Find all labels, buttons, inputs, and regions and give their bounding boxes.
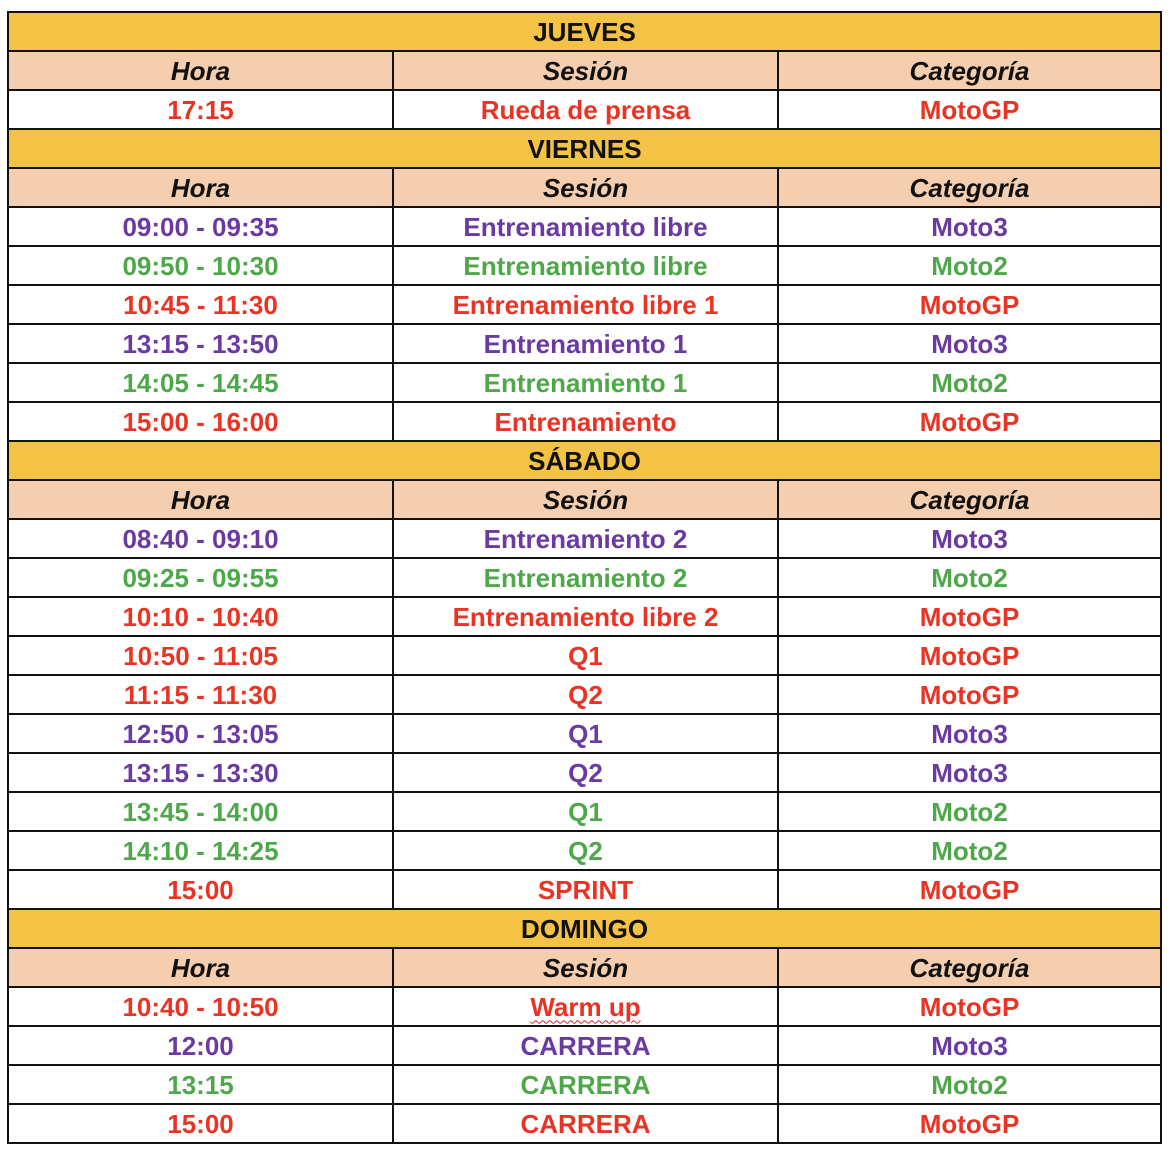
cell-hora	[8, 1104, 393, 1143]
column-header-hora	[8, 51, 393, 90]
table-row	[8, 636, 1161, 675]
table-row	[8, 753, 1161, 792]
cell-sesion	[393, 1065, 778, 1104]
cell-categoria-text: MotoGP	[919, 679, 1020, 710]
cell-hora-text: 10:50 - 11:05	[123, 640, 278, 671]
cell-hora-text: 15:00	[167, 874, 234, 905]
cell-sesion	[393, 363, 778, 402]
column-header-sesion-text: Sesión	[542, 484, 629, 515]
cell-categoria	[778, 1065, 1161, 1104]
cell-sesion	[393, 792, 778, 831]
cell-hora-text: 13:15 - 13:50	[122, 328, 279, 359]
cell-categoria-text: Moto3	[931, 1030, 1008, 1061]
cell-hora-text: 15:00	[167, 1108, 234, 1139]
cell-hora-text: 12:50 - 13:05	[122, 718, 279, 749]
cell-hora	[8, 324, 393, 363]
cell-sesion	[393, 675, 778, 714]
cell-categoria	[778, 519, 1161, 558]
cell-categoria-text: Moto3	[931, 211, 1008, 242]
cell-categoria	[778, 363, 1161, 402]
cell-sesion-text: SPRINT	[537, 874, 634, 905]
cell-hora-text: 13:15	[167, 1069, 234, 1100]
cell-hora	[8, 1026, 393, 1065]
cell-sesion	[393, 636, 778, 675]
cell-sesion-text: Entrenamiento libre 1	[452, 289, 719, 320]
cell-categoria	[778, 285, 1161, 324]
cell-sesion-text: Entrenamiento 1	[483, 328, 688, 359]
day-title	[8, 909, 1161, 948]
cell-categoria	[778, 792, 1161, 831]
day-title-text: SÁBADO	[528, 445, 641, 476]
column-header-hora-text: Hora	[170, 952, 231, 983]
cell-hora-text: 17:15	[167, 94, 234, 125]
cell-categoria-text: MotoGP	[919, 94, 1020, 125]
day-title-text: JUEVES	[533, 16, 636, 47]
cell-categoria	[778, 246, 1161, 285]
column-header-categoria	[778, 480, 1161, 519]
table-row	[8, 1065, 1161, 1104]
cell-sesion-text: Entrenamiento libre	[463, 211, 708, 242]
column-header-row	[8, 480, 1161, 519]
cell-sesion-text: Entrenamiento libre	[463, 250, 708, 281]
column-header-row	[8, 51, 1161, 90]
cell-sesion-text: CARRERA	[520, 1030, 651, 1061]
day-header	[8, 12, 1161, 51]
cell-categoria	[778, 1026, 1161, 1065]
cell-sesion	[393, 285, 778, 324]
day-header	[8, 909, 1161, 948]
cell-categoria-text: MotoGP	[919, 1108, 1020, 1139]
cell-hora-text: 14:05 - 14:45	[122, 367, 279, 398]
cell-sesion	[393, 597, 778, 636]
column-header-sesion	[393, 168, 778, 207]
cell-categoria	[778, 831, 1161, 870]
cell-categoria	[778, 636, 1161, 675]
cell-categoria	[778, 558, 1161, 597]
cell-hora	[8, 402, 393, 441]
table-row	[8, 519, 1161, 558]
cell-hora	[8, 285, 393, 324]
cell-sesion	[393, 207, 778, 246]
column-header-categoria	[778, 51, 1161, 90]
table-row	[8, 597, 1161, 636]
cell-categoria-text: Moto2	[931, 367, 1008, 398]
cell-hora	[8, 1065, 393, 1104]
cell-sesion	[393, 714, 778, 753]
cell-sesion	[393, 90, 778, 129]
cell-categoria	[778, 207, 1161, 246]
cell-categoria-text: Moto2	[931, 562, 1008, 593]
table-row	[8, 987, 1161, 1026]
day-title	[8, 129, 1161, 168]
cell-hora	[8, 987, 393, 1026]
cell-sesion-text: Q1	[568, 718, 603, 749]
column-header-sesion-text: Sesión	[542, 55, 629, 86]
cell-sesion-text: CARRERA	[520, 1108, 651, 1139]
table-row	[8, 246, 1161, 285]
cell-sesion	[393, 558, 778, 597]
cell-hora-text: 09:50 - 10:30	[122, 250, 279, 281]
cell-sesion-text: CARRERA	[520, 1069, 651, 1100]
cell-hora	[8, 675, 393, 714]
cell-hora-text: 09:00 - 09:35	[122, 211, 279, 242]
table-row	[8, 792, 1161, 831]
cell-hora-text: 11:15 - 11:30	[123, 679, 278, 710]
cell-categoria-text: MotoGP	[919, 991, 1020, 1022]
table-row	[8, 675, 1161, 714]
cell-hora	[8, 714, 393, 753]
table-row	[8, 207, 1161, 246]
cell-categoria-text: MotoGP	[919, 640, 1020, 671]
cell-sesion-text: Q2	[568, 679, 603, 710]
cell-categoria-text: Moto2	[931, 1069, 1008, 1100]
cell-sesion	[393, 402, 778, 441]
cell-categoria	[778, 1104, 1161, 1143]
cell-hora-text: 10:45 - 11:30	[123, 289, 278, 320]
column-header-sesion-text: Sesión	[542, 952, 629, 983]
column-header-categoria-text: Categoría	[909, 484, 1030, 515]
cell-sesion-text: Q1	[568, 640, 603, 671]
column-header-sesion	[393, 51, 778, 90]
cell-sesion	[393, 1104, 778, 1143]
schedule-table	[7, 11, 1162, 1144]
column-header-row	[8, 948, 1161, 987]
cell-categoria-text: Moto3	[931, 328, 1008, 359]
cell-sesion	[393, 324, 778, 363]
cell-hora	[8, 792, 393, 831]
cell-hora-text: 10:40 - 10:50	[122, 991, 279, 1022]
cell-sesion-text: Q1	[568, 796, 603, 827]
cell-hora	[8, 831, 393, 870]
cell-sesion-text: Entrenamiento 2	[483, 562, 688, 593]
cell-hora	[8, 519, 393, 558]
cell-sesion	[393, 831, 778, 870]
column-header-row	[8, 168, 1161, 207]
cell-sesion-text: Entrenamiento	[494, 406, 677, 437]
table-row	[8, 90, 1161, 129]
table-row	[8, 558, 1161, 597]
cell-sesion-text: Q2	[568, 757, 603, 788]
column-header-hora	[8, 168, 393, 207]
cell-categoria	[778, 324, 1161, 363]
column-header-hora	[8, 948, 393, 987]
cell-categoria	[778, 753, 1161, 792]
cell-hora	[8, 90, 393, 129]
cell-sesion	[393, 246, 778, 285]
cell-categoria	[778, 90, 1161, 129]
table-row	[8, 363, 1161, 402]
cell-hora-text: 08:40 - 09:10	[122, 523, 279, 554]
cell-categoria-text: Moto2	[931, 835, 1008, 866]
cell-categoria-text: Moto3	[931, 523, 1008, 554]
cell-categoria-text: MotoGP	[919, 406, 1020, 437]
cell-categoria	[778, 987, 1161, 1026]
cell-sesion-text: Q2	[568, 835, 603, 866]
cell-hora	[8, 870, 393, 909]
cell-categoria-text: Moto2	[931, 250, 1008, 281]
cell-sesion-text: Entrenamiento 2	[483, 523, 688, 554]
cell-sesion-text: Warm up	[530, 991, 641, 1022]
table-row	[8, 402, 1161, 441]
column-header-categoria	[778, 948, 1161, 987]
cell-sesion	[393, 753, 778, 792]
table-row	[8, 285, 1161, 324]
cell-categoria-text: Moto3	[931, 757, 1008, 788]
column-header-hora-text: Hora	[170, 172, 231, 203]
table-row	[8, 714, 1161, 753]
cell-hora-text: 10:10 - 10:40	[122, 601, 279, 632]
day-title-text: DOMINGO	[520, 913, 649, 944]
column-header-hora-text: Hora	[170, 484, 231, 515]
column-header-hora-text: Hora	[170, 55, 231, 86]
cell-hora-text: 15:00 - 16:00	[122, 406, 279, 437]
column-header-categoria	[778, 168, 1161, 207]
day-title	[8, 12, 1161, 51]
cell-sesion-text: Entrenamiento 1	[483, 367, 688, 398]
cell-hora	[8, 597, 393, 636]
cell-sesion	[393, 870, 778, 909]
cell-categoria-text: MotoGP	[919, 601, 1020, 632]
cell-hora-text: 14:10 - 14:25	[122, 835, 279, 866]
table-row	[8, 324, 1161, 363]
cell-categoria	[778, 675, 1161, 714]
cell-hora	[8, 558, 393, 597]
day-title-text: VIERNES	[527, 133, 642, 164]
cell-sesion-text: Rueda de prensa	[480, 94, 691, 125]
cell-sesion-text: Entrenamiento libre 2	[452, 601, 719, 632]
cell-hora	[8, 753, 393, 792]
day-title	[8, 441, 1161, 480]
cell-sesion	[393, 1026, 778, 1065]
cell-hora-text: 09:25 - 09:55	[122, 562, 279, 593]
table-row	[8, 870, 1161, 909]
column-header-hora	[8, 480, 393, 519]
day-header	[8, 129, 1161, 168]
schedule-body	[8, 12, 1161, 1143]
cell-hora-text: 12:00	[167, 1030, 234, 1061]
column-header-sesion-text: Sesión	[542, 172, 629, 203]
cell-hora-text: 13:45 - 14:00	[122, 796, 279, 827]
cell-sesion	[393, 519, 778, 558]
cell-categoria	[778, 597, 1161, 636]
cell-categoria-text: MotoGP	[919, 289, 1020, 320]
table-row	[8, 1104, 1161, 1143]
cell-hora	[8, 636, 393, 675]
cell-categoria	[778, 870, 1161, 909]
cell-hora-text: 13:15 - 13:30	[122, 757, 279, 788]
cell-hora	[8, 246, 393, 285]
cell-categoria-text: Moto3	[931, 718, 1008, 749]
column-header-sesion	[393, 948, 778, 987]
cell-hora	[8, 207, 393, 246]
column-header-categoria-text: Categoría	[909, 55, 1030, 86]
column-header-categoria-text: Categoría	[909, 172, 1030, 203]
table-row	[8, 1026, 1161, 1065]
column-header-sesion	[393, 480, 778, 519]
cell-categoria-text: Moto2	[931, 796, 1008, 827]
cell-categoria-text: MotoGP	[919, 874, 1020, 905]
cell-hora	[8, 363, 393, 402]
cell-categoria	[778, 714, 1161, 753]
column-header-categoria-text: Categoría	[909, 952, 1030, 983]
day-header	[8, 441, 1161, 480]
cell-sesion	[393, 987, 778, 1026]
table-row	[8, 831, 1161, 870]
cell-categoria	[778, 402, 1161, 441]
